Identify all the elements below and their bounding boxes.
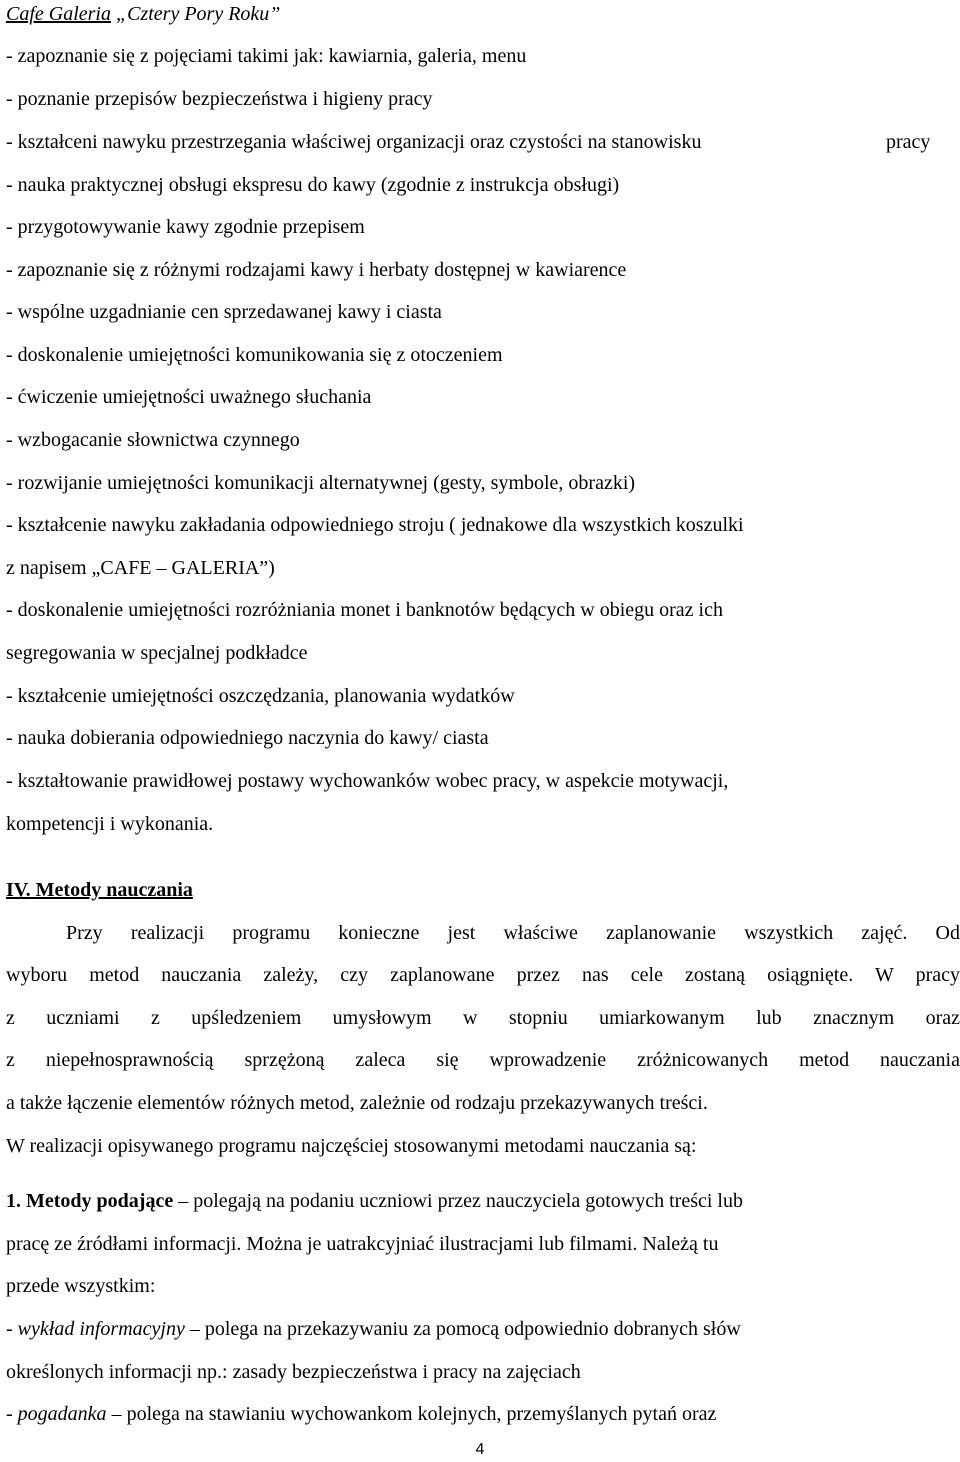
paragraph-line: z uczniami z upśledzeniem umysłowym w stopniu umiarkowanym lub znacznym oraz [6,1007,960,1029]
paragraph-line: Przy realizacji programu konieczne jest właściwe zaplanowanie wszystkich zajęć. Od [66,922,960,944]
method-item-line: określonych informacji np.: zasady bezpieczeństwa i pracy na zajęciach [6,1361,581,1383]
list-item: - przygotowywanie kawy zgodnie przepisem [6,216,365,238]
list-item: - doskonalenie umiejętności rozróżniania monet i banknotów będących w obiegu oraz ich [6,599,723,621]
method-item-text: – polega na przekazywaniu za pomocą odpowiednio dobranych słów [184,1318,741,1340]
list-item: z napisem „CAFE – GALERIA”) [6,557,275,579]
title-name: Cafe Galeria [6,3,111,25]
list-item: - kształtowanie prawidłowej postawy wychowanków wobec pracy, w aspekcie motywacji, [6,770,729,792]
section-title: Metody nauczania [30,879,193,901]
method-heading-text: – polegają na podaniu uczniowi przez nauczyciela gotowych treści lub [173,1190,743,1212]
list-item-trailing-word: pracy [886,131,931,153]
method-item-term: wykład informacyjny [17,1318,185,1340]
list-item: segregowania w specjalnej podkładce [6,642,308,664]
document-title [6,2,280,26]
paragraph-line: W realizacji opisywanego programu najczęściej stosowanymi metodami nauczania są: [6,1135,697,1157]
list-item: - wspólne uzgadnianie cen sprzedawanej kawy i ciasta [6,301,442,323]
list-item: - zapoznanie się z różnymi rodzajami kawy i herbaty dostępnej w kawiarence [6,259,627,281]
section-number: IV. [6,879,31,901]
list-item: - nauka dobierania odpowiedniego naczynia do kawy/ ciasta [6,727,489,749]
list-item: - doskonalenie umiejętności komunikowania się z otoczeniem [6,344,503,366]
list-item: - wzbogacanie słownictwa czynnego [6,429,300,451]
list-item: - kształcenie nawyku zakładania odpowiedniego stroju ( jednakowe dla wszystkich koszulki [6,514,744,536]
method-item [6,1402,716,1426]
title-subtitle: „Cztery Pory Roku” [111,3,281,25]
method-heading [6,1189,743,1213]
method-item-prefix: - [6,1403,18,1425]
paragraph-line: a także łączenie elementów różnych metod, zależnie od rodzaju przekazywanych treści. [6,1092,708,1114]
section-heading [6,878,193,902]
method-line: pracę ze źródłami informacji. Można je uatrakcyjniać ilustracjami lub filmami. Należą tu [6,1233,719,1255]
list-item: kompetencji i wykonania. [6,813,214,835]
list-item: - poznanie przepisów bezpieczeństwa i higieny pracy [6,88,433,110]
method-item-prefix: - [6,1318,18,1340]
method-item-text: – polega na stawianiu wychowankom kolejnych, przemyślanych pytań oraz [106,1403,717,1425]
list-item: - ćwiczenie umiejętności uważnego słuchania [6,386,372,408]
paragraph-line: z niepełnosprawnością sprzężoną zaleca się wprowadzenie zróżnicowanych metod nauczania [6,1049,960,1071]
method-item-term: pogadanka [17,1403,107,1425]
list-item: - rozwijanie umiejętności komunikacji alternatywnej (gesty, symbole, obrazki) [6,472,636,494]
list-item: - nauka praktycznej obsługi ekspresu do kawy (zgodnie z instrukcja obsługi) [6,174,620,196]
method-heading-label: 1. Metody podające [6,1190,174,1212]
method-line: przede wszystkim: [6,1275,156,1297]
page-number: 4 [475,1441,485,1458]
method-item [6,1317,741,1341]
paragraph-line: wyboru metod nauczania zależy, czy zaplanowane przez nas cele zostaną osiągnięte. W pracy [6,964,960,986]
list-item: - kształceni nawyku przestrzegania właściwej organizacji oraz czystości na stanowisku [6,131,702,153]
list-item: - zapoznanie się z pojęciami takimi jak: kawiarnia, galeria, menu [6,45,527,67]
list-item: - kształcenie umiejętności oszczędzania, planowania wydatków [6,685,515,707]
